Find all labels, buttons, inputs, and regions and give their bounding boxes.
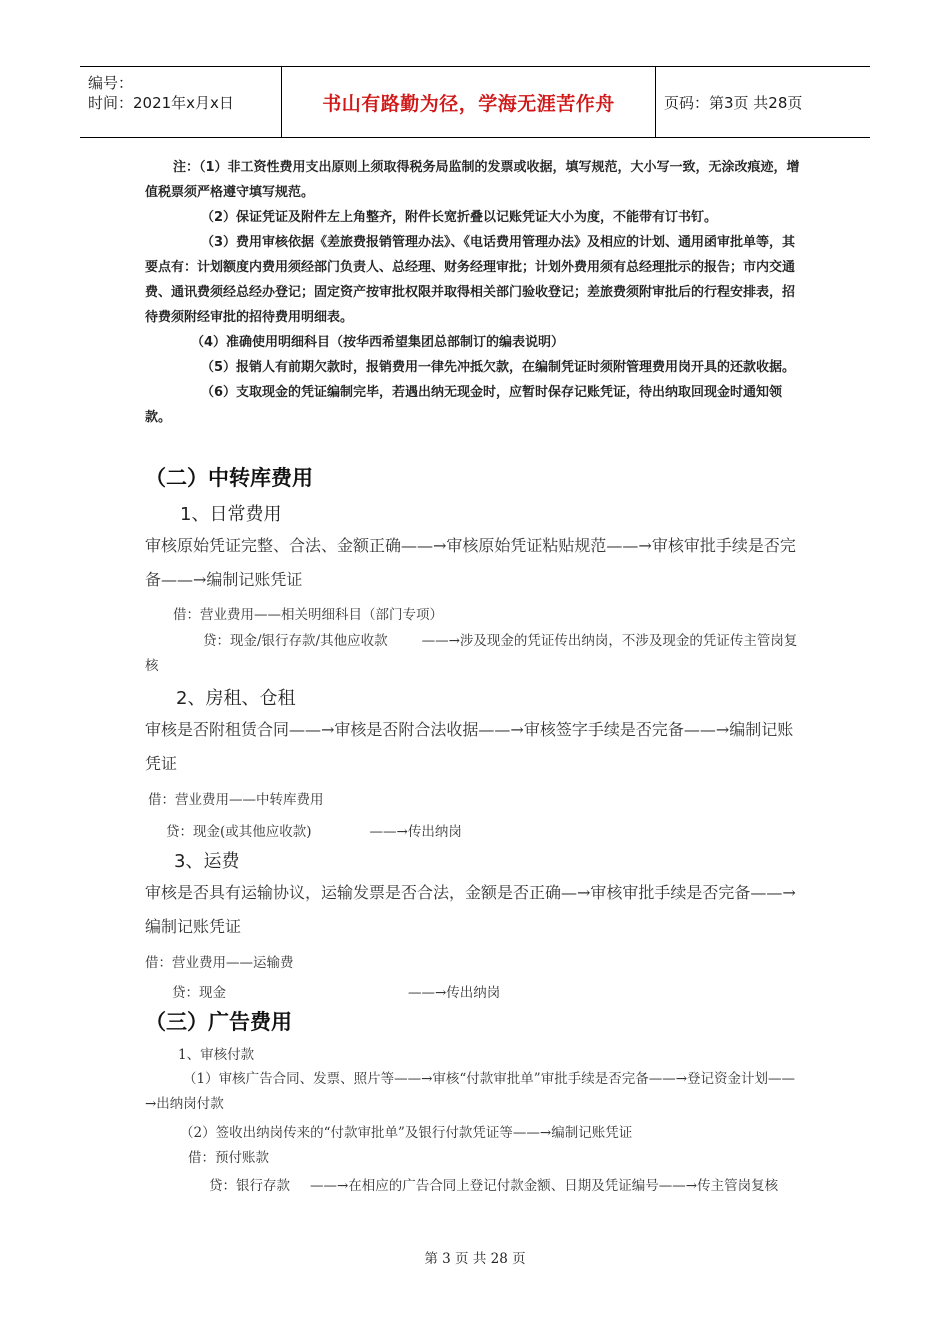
- section-2-3-body: 审核是否具有运输协议，运输发票是否合法，金额是否正确—→审核审批手续是否完备——→编制记账凭证: [145, 883, 796, 936]
- section-3-1-credit-note: ——→在相应的广告合同上登记付款金额、日期及凭证编号——→传主管岗复核: [310, 1178, 779, 1194]
- section-2-3-credit: 贷：现金: [172, 985, 226, 1001]
- note-3: （3）费用审核依据《差旅费报销管理办法》、《电话费用管理办法》及相应的计划、通用函审批单等，其要点有：计划额度内费用须经部门负责人、总经理、财务经理审批；计划外费用须有总经理批示的报告；市内交通费、通讯费须经总经办登记；固定资产按审批权限并取得相关部门验收登记；差旅费须附审批后的行程安排表，招待费须附经审批的招待费用明细表。: [145, 235, 796, 325]
- section-3-1-p2: （2）签收出纳岗传来的“付款审批单”及银行付款凭证等——→编制记账凭证: [180, 1125, 633, 1141]
- section-3-1-credit-line: [145, 1174, 805, 1199]
- section-2-3-debit: 借：营业费用——运输费: [145, 955, 294, 971]
- section-2-3-title: 3、运费: [174, 851, 240, 872]
- section-3-1-p1: （1）审核广告合同、发票、照片等——→审核“付款审批单”审批手续是否完备——→登记资金计划——→出纳岗付款: [145, 1071, 796, 1112]
- section-2-2-credit-note: ——→传出纳岗: [369, 824, 462, 840]
- note-2: （2）保证凭证及附件左上角整齐，附件长宽折叠以记账凭证大小为度，不能带有订书钉。: [201, 210, 718, 225]
- note-6: （6）支取现金的凭证编制完毕，若遇出纳无现金时，应暂时保存记账凭证，待出纳取回现金时通知领款。: [145, 385, 783, 425]
- section-2-3-credit-line: [172, 981, 500, 1001]
- notes-block: [145, 155, 803, 430]
- section-2-1-body: 审核原始凭证完整、合法、金额正确——→审核原始凭证粘贴规范——→审核审批手续是否完备——→编制记账凭证: [145, 536, 796, 589]
- section-2-2-debit: 借：营业费用——中转库费用: [148, 792, 324, 808]
- note-4: （4）准确使用明细科目（按华西希望集团总部制订的编表说明）: [191, 335, 565, 350]
- section-2-1-credit-note: ——→涉及现金的凭证传出纳岗，不涉及现金的凭证传主管岗复核: [145, 633, 798, 674]
- document-time-label: 时间：2021年x月x日: [88, 94, 234, 112]
- section-2-1-debit: 借：营业费用——相关明细科目（部门专项）: [173, 607, 443, 623]
- note-5: （5）报销人有前期欠款时，报销费用一律先冲抵欠款，在编制凭证时须附管理费用岗开具的还款收据。: [201, 360, 796, 375]
- section-3-1-debit: 借：预付账款: [188, 1150, 269, 1166]
- note-1: 注：（1）非工资性费用支出原则上须取得税务局监制的发票或收据，填写规范，大小写一致，无涂改痕迹，增值税票须严格遵守填写规范。: [145, 160, 800, 200]
- section-2-2-title: 2、房租、仓租: [176, 688, 296, 709]
- section-3-title: （三）广告费用: [145, 1010, 292, 1034]
- section-2-3-credit-note: ——→传出纳岗: [408, 985, 501, 1001]
- section-2-title: （二）中转库费用: [145, 466, 313, 490]
- header-motto: 书山有路勤为径，学海无涯苦作舟: [282, 67, 656, 137]
- header-left-cell: [80, 67, 282, 137]
- section-2-1-credit-line: [145, 629, 805, 679]
- section-2-2-credit-line: [166, 820, 462, 840]
- page-header: [80, 66, 870, 138]
- section-3-1-title: 1、审核付款: [178, 1047, 255, 1063]
- page-footer: 第 3 页 共 28 页: [424, 1251, 526, 1267]
- section-2-2-body: 审核是否附租赁合同——→审核是否附合法收据——→审核签字手续是否完备——→编制记账凭证: [145, 720, 794, 773]
- header-page-label: 页码：第3页 共28页: [664, 93, 803, 112]
- section-2-1-credit: 贷：现金/银行存款/其他应收款: [203, 633, 388, 649]
- document-number-label: 编号：: [88, 74, 134, 92]
- section-2-2-credit: 贷：现金(或其他应收款): [166, 824, 312, 840]
- section-3-1-credit: 贷：银行存款: [209, 1178, 290, 1194]
- section-2-1-title: 1、日常费用: [180, 504, 282, 525]
